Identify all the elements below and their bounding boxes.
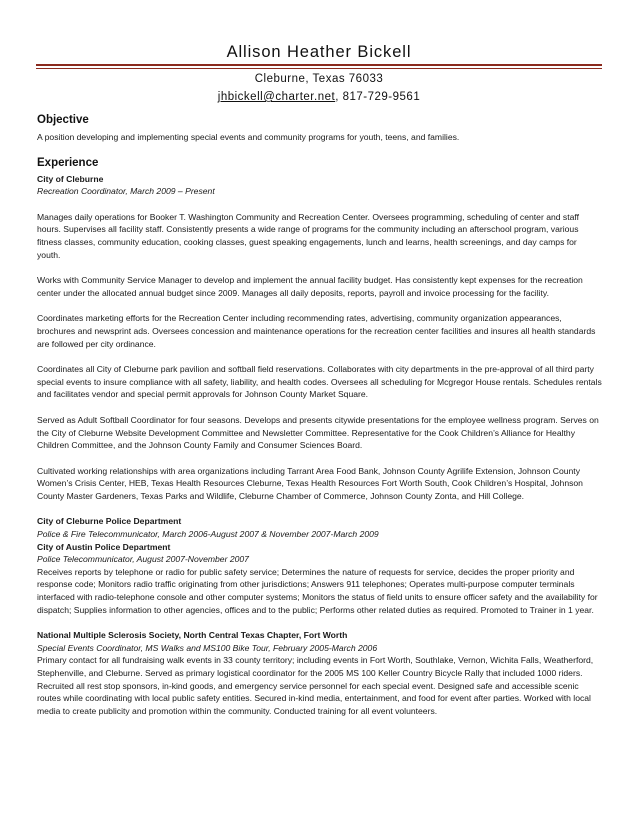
employer-name: City of Cleburne: [37, 173, 104, 184]
job-title: Special Events Coordinator, MS Walks and MS100 Bike Tour, February 2005-March 2006: [37, 642, 378, 653]
header-divider-thin: [36, 68, 602, 69]
job-description: Works with Community Service Manager to develop and implement the annual facility budget. Has consistently kept expenses for the recreation center under the allocated annual budget since 2009. Manages all daily deposits, reports, payroll and invoice processing for the facility.: [37, 275, 583, 298]
location: Cleburne, Texas 76033: [254, 73, 384, 85]
job-title: Police Telecommunicator, August 2007-November 2007: [37, 554, 249, 565]
job-description: Served as Adult Softball Coordinator for four seasons. Develops and presents citywide presentations for the employee wellness program. Serves on the City of Cleburne Website Development Committee and Newsletter Committee. Representative for the Cook Children’s Alliance for Healthy Children Committee, and the Johnson County Family and Consumer Sciences Board.: [37, 414, 599, 451]
employer-name: City of Austin Police Department: [37, 541, 171, 552]
contact-line: [0, 91, 638, 103]
job-description: Primary contact for all fundraising walk events in 33 county territory; including events in Fort Worth, Southlake, Vernon, Wichita Falls, Weatherford, Stephenville, and Cleburne. Served as primary logistical coordinator for the 2005 MS 100 Keller Country Bicycle Rally that included 1000 riders. Recruited all rest stop sponsors, in-kind goods, and emergency service personnel for each special event. Designed safe and accessible scenic routes while coordinating with local public safety entities. Secured in-kind media, entertainment, and food for event after parties. Worked with local media to create publicity and promotion within the community. Conducted training for all event volunteers.: [37, 655, 594, 716]
job-title: Police & Fire Telecommunicator, March 2006-August 2007 & November 2007-March 2009: [37, 529, 379, 540]
job-description: Manages daily operations for Booker T. Washington Community and Recreation Center. Oversees programming, scheduling of center and staff hours. Supervises all facility staff. Consistently presents a wide range of programs for the community including an afterschool program, various fitness classes, community education, cooking classes, guest speaking engagements, lunch and learns, health screenings, and day camps for youth.: [37, 211, 580, 260]
job-title: Recreation Coordinator, March 2009 – Present: [37, 186, 215, 197]
experience-heading: Experience: [37, 156, 99, 169]
job-description: Coordinates all City of Cleburne park pavilion and softball field reservations. Collaborates with city departments in the pre-approval of all third party special events to insure compliance with all safety, liability, and health codes. Oversees all scheduling for Mcgregor House rentals. Schedules rentals and facilitates vendor and special permit approvals for Johnson County Market Square.: [37, 364, 602, 400]
employer-name: City of Cleburne Police Department: [37, 516, 182, 527]
candidate-name: Allison Heather Bickell: [226, 43, 412, 61]
job-description: Receives reports by telephone or radio for public safety service; Determines the nature of requests for service, decides the proper priority and response code; Monitors radio traffic originating from other jurisdictions; Answers 911 telephones; Operates multi-purpose computer terminals interfaced with radio-telephone console and other computer systems; Monitors the status of field units to ensure officer safety and the availability for dispatch; Supplies information to other agencies, offices and to the public; Performs other related duties as required. Promoted to Trainer in 1 year.: [37, 566, 598, 615]
job-description: Cultivated working relationships with area organizations including Tarrant Area Food Bank, Johnson County Agrilife Extension, Johnson County Women’s Crisis Center, HEB, Texas Health Resources Cleburne, Texas Health Resources Fort Worth South, Cook Children’s Hospital, Johnson County Master Gardeners, Texas Parks and Wildlife, Cleburne Chamber of Commerce, Johnson County Zonta, and Hill College.: [37, 465, 583, 501]
email-link[interactable]: jhbickell@charter.net: [217, 91, 336, 103]
resume-body: [37, 113, 602, 717]
employer-name: National Multiple Sclerosis Society, North Central Texas Chapter, Fort Worth: [37, 630, 348, 641]
objective-heading: Objective: [37, 114, 89, 126]
phone-number: 817-729-9561: [342, 91, 421, 103]
header-divider-thick: [36, 64, 602, 66]
objective-text: A position developing and implementing special events and community programs for youth, teens, and families.: [37, 132, 460, 142]
job-description: Coordinates marketing efforts for the Recreation Center including recommending rates, advertising, community organization appearances, brochures and newsprint ads. Oversees concession and maintenance operations for the recreation center facilities and insures all health standards are followed per city ordinance.: [37, 313, 596, 349]
contact-separator: ,: [335, 91, 339, 103]
